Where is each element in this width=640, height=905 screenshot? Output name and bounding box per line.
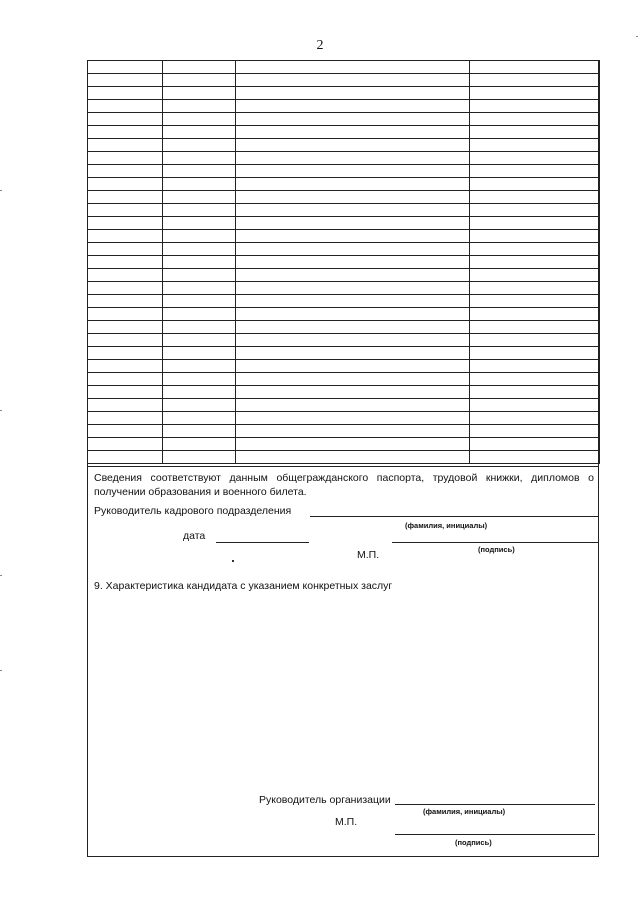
table-row — [88, 126, 600, 139]
table-cell[interactable] — [236, 243, 470, 256]
table-row — [88, 269, 600, 282]
table-cell[interactable] — [163, 243, 236, 256]
org-head-name-line[interactable] — [395, 804, 595, 805]
table-cell[interactable] — [88, 399, 163, 412]
table-cell[interactable] — [88, 360, 163, 373]
table-cell[interactable] — [163, 230, 236, 243]
org-head-name-caption: (фамилия, инициалы) — [423, 807, 506, 816]
table-row — [88, 113, 600, 126]
table-cell[interactable] — [470, 438, 600, 451]
table-cell[interactable] — [470, 191, 600, 204]
table-cell[interactable] — [88, 347, 163, 360]
table-cell[interactable] — [470, 360, 600, 373]
table-row — [88, 139, 600, 152]
table-cell[interactable] — [236, 295, 470, 308]
table-cell[interactable] — [88, 139, 163, 152]
table-cell[interactable] — [236, 308, 470, 321]
table-cell[interactable] — [470, 269, 600, 282]
table-cell[interactable] — [163, 269, 236, 282]
table-cell[interactable] — [163, 178, 236, 191]
table-cell[interactable] — [236, 386, 470, 399]
table-cell[interactable] — [88, 373, 163, 386]
table-row — [88, 386, 600, 399]
table-cell[interactable] — [163, 334, 236, 347]
table-row — [88, 191, 600, 204]
table-cell[interactable] — [236, 425, 470, 438]
table-cell[interactable] — [470, 139, 600, 152]
table-cell[interactable] — [163, 282, 236, 295]
table-row — [88, 204, 600, 217]
table-cell[interactable] — [88, 256, 163, 269]
org-head-signature-line[interactable] — [395, 834, 595, 835]
table-cell[interactable] — [163, 139, 236, 152]
table-cell[interactable] — [88, 230, 163, 243]
table-cell[interactable] — [88, 334, 163, 347]
table-cell[interactable] — [163, 425, 236, 438]
table-cell[interactable] — [470, 204, 600, 217]
table-cell[interactable] — [470, 61, 600, 74]
table-cell[interactable] — [88, 295, 163, 308]
table-cell[interactable] — [236, 178, 470, 191]
table-cell[interactable] — [88, 243, 163, 256]
table-row — [88, 282, 600, 295]
table-bottom-rule — [87, 466, 599, 467]
table-cell[interactable] — [470, 74, 600, 87]
table-row — [88, 451, 600, 464]
table-cell[interactable] — [470, 152, 600, 165]
table-cell[interactable] — [236, 269, 470, 282]
table-cell[interactable] — [88, 321, 163, 334]
table-cell[interactable] — [470, 334, 600, 347]
table-cell[interactable] — [163, 74, 236, 87]
table-row — [88, 438, 600, 451]
table-cell[interactable] — [88, 61, 163, 74]
table-cell[interactable] — [470, 178, 600, 191]
table-cell[interactable] — [163, 399, 236, 412]
table-cell[interactable] — [236, 165, 470, 178]
table-cell[interactable] — [470, 243, 600, 256]
employment-history-table — [87, 60, 600, 464]
table-cell[interactable] — [163, 61, 236, 74]
table-row — [88, 152, 600, 165]
table-cell[interactable] — [470, 399, 600, 412]
table-cell[interactable] — [470, 347, 600, 360]
scan-edge-mark — [636, 36, 638, 37]
table-row — [88, 256, 600, 269]
table-cell[interactable] — [88, 204, 163, 217]
table-row — [88, 61, 600, 74]
table-cell[interactable] — [236, 321, 470, 334]
table-cell[interactable] — [163, 438, 236, 451]
table-cell[interactable] — [163, 217, 236, 230]
table-cell[interactable] — [470, 451, 600, 464]
table-cell[interactable] — [163, 386, 236, 399]
table-cell[interactable] — [163, 308, 236, 321]
table-row — [88, 308, 600, 321]
table-cell[interactable] — [163, 295, 236, 308]
table-cell[interactable] — [236, 412, 470, 425]
table-cell[interactable] — [163, 152, 236, 165]
table-cell[interactable] — [163, 204, 236, 217]
table-cell[interactable] — [163, 113, 236, 126]
org-seal-label: М.П. — [335, 816, 358, 828]
table-row — [88, 230, 600, 243]
table-cell[interactable] — [163, 165, 236, 178]
table-row — [88, 334, 600, 347]
table-row — [88, 373, 600, 386]
table-cell[interactable] — [163, 191, 236, 204]
scan-dot — [232, 560, 234, 562]
table-cell[interactable] — [88, 217, 163, 230]
table-cell[interactable] — [88, 451, 163, 464]
table-row — [88, 321, 600, 334]
table-cell[interactable] — [470, 282, 600, 295]
table-cell[interactable] — [470, 386, 600, 399]
table-cell[interactable] — [236, 334, 470, 347]
table-row — [88, 295, 600, 308]
table-cell[interactable] — [88, 126, 163, 139]
table-cell[interactable] — [470, 230, 600, 243]
table-cell[interactable] — [88, 425, 163, 438]
section-9-heading: 9. Характеристика кандидата с указанием конкретных заслуг — [94, 580, 393, 592]
table-cell[interactable] — [236, 373, 470, 386]
table-cell[interactable] — [236, 230, 470, 243]
table-cell[interactable] — [88, 178, 163, 191]
table-cell[interactable] — [236, 126, 470, 139]
hr-head-signature-caption: (подпись) — [478, 545, 515, 554]
table-row — [88, 399, 600, 412]
table-cell[interactable] — [470, 412, 600, 425]
table-cell[interactable] — [470, 87, 600, 100]
table-cell[interactable] — [88, 386, 163, 399]
table-cell[interactable] — [470, 373, 600, 386]
table-cell[interactable] — [470, 256, 600, 269]
table-cell[interactable] — [163, 360, 236, 373]
scan-edge-mark — [0, 670, 2, 671]
table-cell[interactable] — [88, 165, 163, 178]
table-cell[interactable] — [236, 204, 470, 217]
table-cell[interactable] — [236, 139, 470, 152]
table-cell[interactable] — [88, 191, 163, 204]
table-row — [88, 217, 600, 230]
table-cell[interactable] — [236, 152, 470, 165]
table-cell[interactable] — [236, 113, 470, 126]
table-cell[interactable] — [163, 321, 236, 334]
table-cell[interactable] — [163, 347, 236, 360]
table-cell[interactable] — [470, 126, 600, 139]
hr-head-name-caption: (фамилия, инициалы) — [405, 521, 488, 530]
table-cell[interactable] — [236, 100, 470, 113]
date-line[interactable] — [216, 542, 309, 543]
table-row — [88, 100, 600, 113]
table-cell[interactable] — [88, 412, 163, 425]
table-cell[interactable] — [163, 126, 236, 139]
hr-head-name-line[interactable] — [310, 516, 598, 517]
table-row — [88, 243, 600, 256]
table-row — [88, 360, 600, 373]
table-cell[interactable] — [163, 87, 236, 100]
table-cell[interactable] — [163, 412, 236, 425]
page-number: 2 — [316, 38, 324, 53]
table-row — [88, 74, 600, 87]
org-head-label: Руководитель организации — [259, 794, 391, 806]
table-cell[interactable] — [236, 87, 470, 100]
table-cell[interactable] — [163, 100, 236, 113]
scan-edge-mark — [0, 575, 2, 576]
table-cell[interactable] — [88, 152, 163, 165]
table-cell[interactable] — [236, 438, 470, 451]
table-cell[interactable] — [88, 113, 163, 126]
table-cell[interactable] — [88, 100, 163, 113]
org-head-signature-caption: (подпись) — [455, 838, 492, 847]
scan-edge-mark — [0, 410, 2, 411]
table-cell[interactable] — [470, 425, 600, 438]
table-cell[interactable] — [88, 87, 163, 100]
table-row — [88, 165, 600, 178]
table-cell[interactable] — [236, 61, 470, 74]
hr-head-signature-line[interactable] — [392, 542, 598, 543]
table-cell[interactable] — [236, 217, 470, 230]
table-cell[interactable] — [236, 347, 470, 360]
table-cell[interactable] — [88, 308, 163, 321]
date-label: дата — [183, 530, 206, 542]
table-cell[interactable] — [163, 256, 236, 269]
table-row — [88, 412, 600, 425]
table-cell[interactable] — [236, 256, 470, 269]
table-cell[interactable] — [88, 282, 163, 295]
table-row — [88, 425, 600, 438]
hr-seal-label: М.П. — [357, 549, 380, 561]
table-cell[interactable] — [88, 74, 163, 87]
scan-edge-mark — [0, 190, 2, 191]
table-cell[interactable] — [236, 451, 470, 464]
table-cell[interactable] — [470, 321, 600, 334]
table-cell[interactable] — [236, 399, 470, 412]
table-row — [88, 178, 600, 191]
hr-head-label: Руководитель кадрового подразделения — [94, 505, 292, 517]
table-cell[interactable] — [163, 373, 236, 386]
table-cell[interactable] — [236, 74, 470, 87]
table-row — [88, 347, 600, 360]
table-cell[interactable] — [88, 269, 163, 282]
table-cell[interactable] — [470, 100, 600, 113]
table-cell[interactable] — [236, 282, 470, 295]
info-statement: Сведения соответствуют данным общегражданского паспорта, трудовой книжки, дипломов о получении образования и военного билета. — [94, 472, 594, 498]
table-cell[interactable] — [163, 451, 236, 464]
table-cell[interactable] — [88, 438, 163, 451]
table-cell[interactable] — [470, 113, 600, 126]
table-cell[interactable] — [236, 191, 470, 204]
table-row — [88, 87, 600, 100]
table-cell[interactable] — [236, 360, 470, 373]
table-cell[interactable] — [470, 308, 600, 321]
table-cell[interactable] — [470, 165, 600, 178]
table-cell[interactable] — [470, 217, 600, 230]
table-cell[interactable] — [470, 295, 600, 308]
